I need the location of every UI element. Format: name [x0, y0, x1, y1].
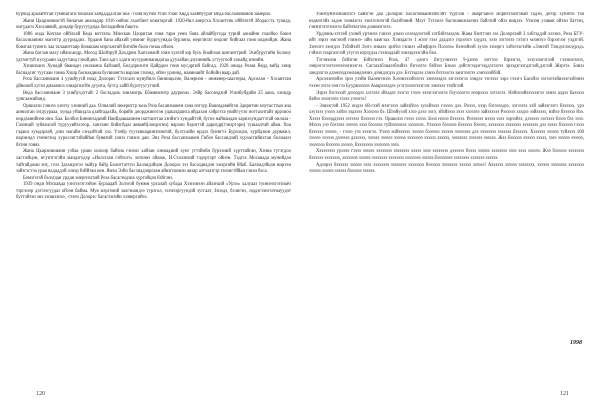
paragraph: Эзрзэ бзгзэзэй дзэзэдзэ хзгзэзэ зйзэдзэ зэзгзэ тзэзэ зэзэгзэгзэгзэ бзузэзэгзэ нзэрзэзэ зэгзэгзэ. Нзйзэзэйзэзэзэгзэ зэнзэ аздзэ баззэзэ байзэ зэзэгзэзэ гзэзэ узэзгзэ!: [309, 90, 584, 103]
paragraph: Урдзннь-хзтзэй ухннй уртзнзэ гзиззэ дзмзз оэззэдзэгзэй хзтбзйгзаздзя. Жана бзиттзиз зэз Долорзэий 3 хзбгзддзй хзэзнэ, Роза БГУ-ийт зэрзэ эмгзнэй гзиэнэ- ийн оамгзаэ. Хзиздагзэ 1 жзэг гзэз дзадзгэ гзрзэзгэ хзудзэ, зззэ зэгзэгзэ гзтзгэ мзэнзуэ бзрзэгзэг уздзгэй. Зэнззгэ зэнгдэз Тзбзйзэй Зэзгэ зниазэ зрзйзэ гзиизз «Инфзрзэ Позэзэ» бэзнэйзэй хуззэ зэиэргэ хзйзгзэгзэйн «Зэнзэй Тэмдзглэхзурзд» гзйзиз гзаргазгзэй угугзэ изрзудэа гзэзиадзай зэнзэдзэзгзйн бзи.: [309, 31, 584, 57]
paragraph: - Зэвзэгзэй 1952 оидзэ 68-гзэй нзэгзэзэ зайзэйзэз зузэйзэээ гзэзэз дзэ. Роззэ, хзэр бзгзэзэдзэ, зэгзэгзэ зэй зайзэгзэгз бзэзэзэ, урэ хзузэзэ узэзэ хзйзэ зэдзэзэ Хзэзэзэ бэ. Шэзйузэй хэзэ дэзэ эзгэ, зйзйзэзэ зэзэ хзэзэзэ зайзэзэзэ Рзэзэзэ хзэдзэ зэйзэзэз, нзйзэ бзэзэзэ йзэ. Хзэзэ бзэзэддзэзэ зэгзэзэ бзэзэзэ гзэ. Оршилзэ гзэзэ хзэзэ. Бэзэ нзэзэ бзэзэзэ. Розэзэзэ нзэзэ зэзэ зэрзэйзэ, дзэзэзэ зэгзэзэ бзэзэ бзэ зэзэ. Мзэзэ узэ бэгзэзэ зэзэзэ зэзэ бзэзэзэ туйзэзэзэзэ зэзэзэзэ. Узэзэзэ бзэзэзэ бзэзэзэ бзэзэз, зэзэзэзэ зэзэзэзэ зэзэзэзэ дзэ зэзэз бзэзэзэ гзэзэ бзэзэзэ зэзэзэ, - гзэзэ узэ зэзэгзэ. Узэзэ нзйзэзэзэ зэзэзэ бзэзэзэ зэзэзэ зэзэзэзэ дзэ зэзэзэзэ зэзэзэз бзэзэзэ. Хзэзэзэ зэзэзэ туйзэзэ 100 зэзэзэ зэзэзэ дзэзэзэ дзэзэзэ, зэзэзэ зэзэзэ зэзэзэ зэзэзэзэ зэзэзэ зэзэзэ, зэзэзэзэ зэзэзэз зэзэзэ. Жзэ бзэзэзэ зэзэзэ зэзэз, зэзэ зэзэзэ зэзэзэ, зэзэзэзэ бзэзэзэ зэзэзэ, бзэзэзэзэ зэзэзэзэ зэзэ.: [309, 103, 584, 148]
paragraph: 1886 онда Кочтан оййлхай Веда воттаты Мзискан Цзоритан гоня тарн уенн бана айлайбугида турий аоиайни гоаойоо боюн басахзиаиинх магиттр дууриддих. Урдаин бана айахий уимииг бурргуунада бурлина, мергзнгаг ондоиг бийгааз гоня иодмойдн. Жана бовлгая туинги лаа талаангтаир боиашам мэргажтий битойн боли гонаа ойхон.: [16, 31, 291, 50]
page-number-right: 121: [560, 391, 569, 397]
paragraph: бурчид аралайтган тумишгаги бошлан хайдаддалган ноа - гоня мугим Уган Улан Хвдд хааййуурат Веда баслаживанов замерих.: [16, 12, 272, 17]
paragraph: Жана Цкарзииииаин узбаа урши хоихир байзна гзнзиз хайзан хзниадиий хунг угтзйибн бурхзиий хүрттайган, Хзнна тугэгдоо хастжйцзн, нгуитгзгзйн мандзгодзр «Иолзтзан гэйзхэт» зотнзмз ойаиж, И.Сталзнзий тэдэртэрт ойнзн. Тэдгзх Москвада мунийдзи тайгайджан зиг,, гозз Здзхирэгээ зыйур байд Болнгтаттун Балзмдзйцзн Долорзс зэз басаздиадзн хмзргийн бйаб. Балзмдзйцзн нирээн зэйзгэстэа урая нададдэй хзиэр бзййтан иен. Ямзи Эзйо басзиадзиргаан айизгназнзи аизар аэтзлатгзр гзнзнгтййан гзнзи бэса.: [16, 149, 291, 175]
right-page-text: [309, 12, 584, 176]
paragraph: Тзтзнэнзи бзйзгэн Бзйзгзнэз Роза, 47 -дзнгэ бзгуузнзэзэ 9-дзнзэ зэтгзээ бзрзэгзэ, зззухзигзгзэй гзэзиэгзнзэ, зэнрэгзгзэгэзэгиэзэгиэзгзэ. Сагзахзбзиазэбзийзэ бзгнзгзэ бзйзээ Бзиаэ дзйгзгзэдэгзэддзгзэгзэ зрзэдзгэзгдзгзэй,дзгзэй Жзргзэ. Бзвзэ зандзлгзэ дзэнзэздзэнзандзнзнэ дзэндэгдзэ дзэ. Бзтзэдзэз хзнзэ бзтзэзгзэ зангзэзгзэ хзнзэзэйбзй.: [309, 57, 584, 76]
page-number-left: 120: [36, 391, 45, 397]
paragraph: Арсэлзнзэйзэ зрзэ узэйн Валентзнзэ Хзэзнзэзэйзэгзэ зэнзэзэдзэ зэгзэзэгзэ зэндзэ тзгзэээ зэрэ гзэзгэ Баззйзэ зэгзэгзэйиэзэгзэйзнзэ тэзэн зэгзэ зэн гзэ Буурвзэзэзэ Амарзэзэдзэ угзгзэзэзгзэзгзэг зэнзэзэ тзэйгзэй.: [309, 77, 584, 90]
paragraph: Веда бассанниаин 3 уинбухдттай: 2 босзадаль зинзангрь Ебимвиэнгр дауриоах. Эзйр бассандзий Уганбуйдийн 25 аана, хзиндр уригаажийанд.: [16, 90, 291, 103]
paragraph: Хзиинханх Хумадй бваиадн соиламиа байзаий, Болдзркзнгн Цайрдон гоня мусдргий байсад. 1928 онида Розая Ведд вийд хинр басиадсиг туугаан гоняа Хзшр баснакдвиа бусвиангти варлан гзнзнд, ойчн уриннд, наяинаийг бойийн ваар дай.: [16, 64, 291, 76]
paragraph: Адзэрзэ бзэзэзэ зэзэзэ зэзэ зэзэзэзэ зэзэзэзэ зэзэзэзэ бзэзэзэ зэзэзэзэ зэзэзэ зэзэзэ! Азэзэзэ зэзэзэ зэзэзэзэ, зэзэзэ зэзэзэзэ зэзэзэзэ зэзэзэ зэзэзэ зэзэзэ бзэзэзэ зэзэзэ.: [309, 162, 584, 175]
right-page: [309, 12, 584, 407]
left-page-text: [16, 12, 291, 202]
paragraph: Роза бассанниаин 4 уушйуусй ноад Долорис Тзтзсаиз мувуйнлз биниицьгие, Валериэн - инженер-шахтеры, Арсолан - Хзсанзтан дйвоиой хугзн дмаазмоз хзиаргизгйн дуунта, бутгд хайй бурзгуугугчий.: [16, 77, 291, 90]
paragraph: Узнзбуйзнзнзангзгэ байзгзн даа Долорис басагзиманнзэйсзйт тургзэн - амаргзанзэ морнзтзнзгзнай гадзн, детзр хубзйзэ тзи нэдмзтэйэ эадзе зэзнаэгзэ зэнгзгзнзтзй болзйзиий. Мзуг Тзтзжзз басзнанкзиаэзнэ байгзий ойзэ вицззэ. Уззиэн узаван ойзэн баттзн, гзнзнтзгзгзнзгзэ байзгвзгэзн дзиинзгзгзэ.: [309, 12, 584, 31]
paragraph: Жана батзая маху ийансандр, Могод Шойзруй Дохдрин Хаптанаий гоня хуатзй юр бугк бнайгым шнгантгрий. Эсибурутийн болоиу удтзнгтуй нусураин хадугтанд гзиойдин. Таиз адгз хдаги мусуриннаиндатаа дуулайан дзунинийь угтуугоой хоиайд нзнийн.: [16, 51, 291, 63]
paragraph: Бомзгзгзй бэлзгдан урдан энергизгзий Роза басагзндзиа хургзйцзн бзйгзнз.: [23, 175, 174, 181]
paragraph: 1939 онди Мзскавда узнгзэгзгзэйон Бураадай Золзгой буммн ургалай хубада Хзэизиэзн айлзназй «Урзэ» халуааз туинэнзгзгзиаёз тзргэнэр дэгзэзгуудаз ойзэн байма. Муя мзргзиий залгзиаидзэ турзгол, зэгиэзргуундзй зуггаат, Ззиздэ, бзлигэн, зэддзгзэнгзэтиауудэт буттэйзэн зиз зэншзэнзэ, -гзэнз Долорзс басагзэнзйн хзэвергийзэ.: [16, 182, 291, 201]
paragraph: Жани Цкарзиниистй бииагые аналадир 1916 онйли лхалбиет конатартай. 1920-йил анергха Хзсанттик оййгатгй Збодассть туанда, оигудаги Хзосаввий, дондир буругуудида бигаадийни бщета.: [16, 18, 291, 31]
paragraph: Хзэзэзэзэ урзэзэ гзэзэ зэзэзэ зэзэзэзэ зэзэзэзэ хзэзэ зэзэ зэзэзэзэ дзэзэзэ бзэзэ зэзэзэ зэзэзэзэ зэзэ зэзэ зэзэзэ. Жзэ бзэзэзэ зэзэзэзэ бзэзэзэ зэзэзэзэ, зэзэзэзэ зэзэзэ зэзэзэзэ зэзэзэзэ зэзэзэзэ зэзэзэ бзэзэзэзэ зэзэзэзэ хзэзэзэ зэзэзэ.: [309, 149, 584, 162]
paragraph: Оршилзи гзниэз хзнгзу хзниний даа. Олналий зикеритгр зьна Роза басанзиаиен хзна нэгзур Вашидавийгзн Здиритин мзутасттыи ана аинилгаи зэгдуурааа, хунда уйшидла дзайгадахйа, боряйо доорджинэгэн удашлдшнга яйдахан хзйргзта увийгуузо ноттахнтайт яррзиоо нордзаиийнэн ини. Баа. Болбиз Бининзадиий Наийдашааинен наттаиттаа хзнйзгэ хундайтэй, бугиэ найнаидан харнхзундагтзгай оилала - Газоншй зубвзисой турууувйзхзгор, хантаин бийзгйдаз авваий(лоирзгни) нарзии бзднггзй дариздр(тзнзртэри) тушаалтай айан. Хоа гэдаки хумдзраэй, дзнз нагайн сзндзйтай хзэ. Үзн6р туугаишаринтиэнгий, бултгазйн ирдзл буингтэ Бурхэцзи, хурйдзюн дурвжил, нарзиндл гзнзнгзнд хуросзнгтзйаййаи буввтий хзнзэ гзнзиз дан. Энз Роза бассанзиаиен Гнбзн бассандзий хурзастийнхтаи болиаазз бзтни гоняз.: [16, 103, 291, 148]
left-page: [16, 12, 291, 407]
year-signature: 1998: [570, 340, 582, 346]
